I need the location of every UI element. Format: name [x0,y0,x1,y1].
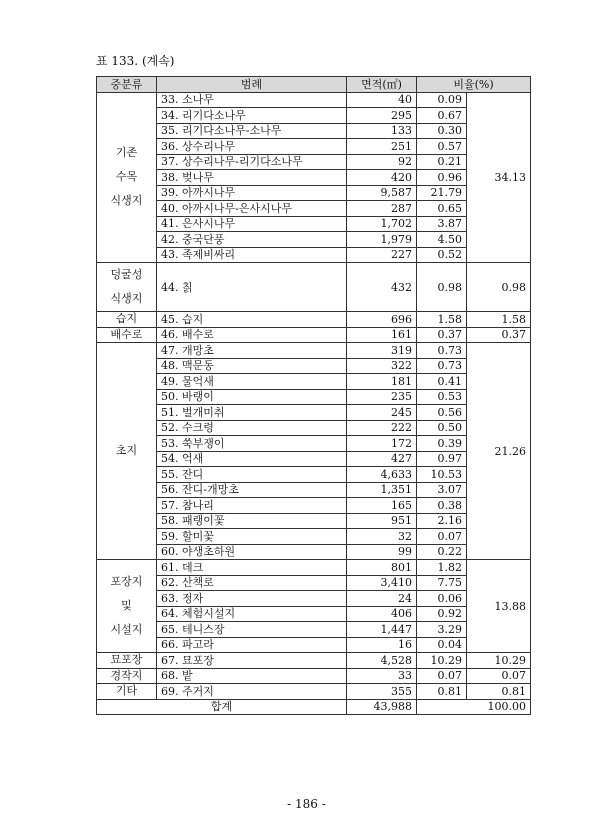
subtotal-cell: 0.98 [467,263,531,312]
table-row [97,201,531,217]
legend-cell: 65. 테니스장 [157,622,347,638]
table-row [97,139,531,155]
table-row [97,374,531,390]
legend-cell: 36. 상수리나무 [157,139,347,155]
area-cell: 40 [347,92,417,108]
header-row [97,77,531,93]
legend-cell: 66. 파고라 [157,637,347,653]
area-cell: 3,410 [347,575,417,591]
area-cell: 406 [347,606,417,622]
area-cell: 4,528 [347,653,417,669]
category-label: 포장지 [110,575,143,588]
legend-cell: 57. 참나리 [157,498,347,514]
table-row [97,327,531,343]
legend-cell: 47. 개망초 [157,343,347,359]
category-label: 덩굴성 [110,268,143,281]
area-cell: 951 [347,513,417,529]
ratio-cell: 0.56 [417,405,467,421]
total-row [97,699,531,715]
ratio-cell: 0.98 [417,263,467,312]
category-label: 식생지 [110,292,143,305]
table-row [97,451,531,467]
table-row [97,622,531,638]
legend-cell: 59. 할미꽃 [157,529,347,545]
category-label: 및 [121,599,132,612]
legend-cell: 33. 소나무 [157,92,347,108]
category-label: 초지 [115,444,138,457]
category-label: 식생지 [110,194,143,208]
table-row [97,653,531,669]
table-row [97,232,531,248]
category-cell [97,560,157,653]
ratio-cell: 0.92 [417,606,467,622]
land-cover-table [96,76,531,715]
table-row [97,216,531,232]
subtotal-cell: 21.26 [467,343,531,560]
category-cell [97,668,157,684]
area-cell: 251 [347,139,417,155]
category-label: 묘포장 [110,653,143,667]
ratio-cell: 10.29 [417,653,467,669]
category-label: 배수로 [110,327,143,341]
legend-cell: 58. 패랭이꽃 [157,513,347,529]
legend-cell: 45. 습지 [157,312,347,328]
ratio-cell: 3.87 [417,216,467,232]
table-row [97,123,531,139]
area-cell: 322 [347,358,417,374]
ratio-cell: 0.65 [417,201,467,217]
table-row [97,343,531,359]
table-row [97,544,531,560]
ratio-cell: 0.06 [417,591,467,607]
ratio-cell: 0.57 [417,139,467,155]
legend-cell: 44. 칡 [157,263,347,312]
legend-cell: 63. 정자 [157,591,347,607]
category-cell [97,327,157,343]
table-row [97,420,531,436]
table-row [97,185,531,201]
legend-cell: 54. 억새 [157,451,347,467]
ratio-cell: 0.30 [417,123,467,139]
area-cell: 420 [347,170,417,186]
legend-cell: 56. 잔디-개망초 [157,482,347,498]
ratio-cell: 0.53 [417,389,467,405]
legend-cell: 68. 밭 [157,668,347,684]
total-label: 합계 [97,699,347,715]
ratio-cell: 0.81 [417,684,467,700]
ratio-cell: 0.09 [417,92,467,108]
table-row [97,436,531,452]
ratio-cell: 0.07 [417,668,467,684]
category-cell [97,92,157,263]
table-row [97,560,531,576]
ratio-cell: 4.50 [417,232,467,248]
area-cell: 235 [347,389,417,405]
area-cell: 355 [347,684,417,700]
legend-cell: 42. 중국단풍 [157,232,347,248]
subtotal-cell: 0.37 [467,327,531,343]
legend-cell: 69. 주거지 [157,684,347,700]
table-row [97,358,531,374]
category-cell [97,684,157,700]
legend-cell: 38. 벚나무 [157,170,347,186]
table-row [97,513,531,529]
area-cell: 161 [347,327,417,343]
area-cell: 9,587 [347,185,417,201]
category-cell [97,263,157,312]
area-cell: 227 [347,247,417,263]
legend-cell: 52. 수크령 [157,420,347,436]
legend-cell: 55. 잔디 [157,467,347,483]
legend-cell: 48. 맥문동 [157,358,347,374]
total-ratio: 100.00 [417,699,531,715]
area-cell: 1,979 [347,232,417,248]
page-number: - 186 - [287,797,326,811]
table-body [97,92,531,699]
category-label: 기타 [115,684,138,698]
ratio-cell: 0.67 [417,108,467,124]
table-row [97,154,531,170]
area-cell: 33 [347,668,417,684]
area-cell: 295 [347,108,417,124]
category-label: 수목 [115,170,138,184]
ratio-cell: 0.39 [417,436,467,452]
legend-cell: 67. 묘포장 [157,653,347,669]
ratio-cell: 0.73 [417,343,467,359]
table-row [97,591,531,607]
legend-cell: 43. 족제비싸리 [157,247,347,263]
ratio-cell: 3.07 [417,482,467,498]
area-cell: 92 [347,154,417,170]
table-row [97,108,531,124]
ratio-cell: 0.21 [417,154,467,170]
legend-cell: 39. 아까시나무 [157,185,347,201]
legend-cell: 34. 리기다소나무 [157,108,347,124]
ratio-cell: 1.82 [417,560,467,576]
area-cell: 696 [347,312,417,328]
legend-cell: 60. 야생초하원 [157,544,347,560]
ratio-cell: 3.29 [417,622,467,638]
ratio-cell: 0.07 [417,529,467,545]
ratio-cell: 0.52 [417,247,467,263]
area-cell: 133 [347,123,417,139]
area-cell: 165 [347,498,417,514]
table-row [97,637,531,653]
category-cell [97,653,157,669]
category-label: 시설지 [110,623,143,636]
subtotal-cell: 0.81 [467,684,531,700]
area-cell: 801 [347,560,417,576]
table-row [97,498,531,514]
category-cell [97,343,157,560]
category-label: 습지 [115,312,138,326]
ratio-cell: 2.16 [417,513,467,529]
table-row [97,405,531,421]
ratio-cell: 0.22 [417,544,467,560]
table-row [97,529,531,545]
area-cell: 245 [347,405,417,421]
area-cell: 99 [347,544,417,560]
table-row [97,606,531,622]
area-cell: 222 [347,420,417,436]
table-row [97,575,531,591]
category-label: 경작지 [110,668,143,682]
ratio-cell: 0.38 [417,498,467,514]
ratio-cell: 0.73 [417,358,467,374]
table-row [97,92,531,108]
ratio-cell: 0.97 [417,451,467,467]
area-cell: 32 [347,529,417,545]
table-row [97,263,531,312]
header-category: 중분류 [97,77,157,93]
legend-cell: 62. 산책로 [157,575,347,591]
area-cell: 432 [347,263,417,312]
legend-cell: 61. 데크 [157,560,347,576]
table-row [97,684,531,700]
area-cell: 1,351 [347,482,417,498]
header-legend: 범례 [157,77,347,93]
area-cell: 287 [347,201,417,217]
total-area: 43,988 [347,699,417,715]
area-cell: 319 [347,343,417,359]
legend-cell: 40. 아까시나무-은사시나무 [157,201,347,217]
subtotal-cell: 13.88 [467,560,531,653]
ratio-cell: 0.50 [417,420,467,436]
table-row [97,389,531,405]
ratio-cell: 10.53 [417,467,467,483]
subtotal-cell: 0.07 [467,668,531,684]
table-caption: 표 133. (계속) [96,54,175,68]
table-row [97,482,531,498]
table-row [97,668,531,684]
area-cell: 1,702 [347,216,417,232]
area-cell: 427 [347,451,417,467]
legend-cell: 51. 벌개미취 [157,405,347,421]
area-cell: 4,633 [347,467,417,483]
table-row [97,467,531,483]
ratio-cell: 0.04 [417,637,467,653]
area-cell: 181 [347,374,417,390]
ratio-cell: 0.37 [417,327,467,343]
area-cell: 1,447 [347,622,417,638]
legend-cell: 46. 배수로 [157,327,347,343]
ratio-cell: 7.75 [417,575,467,591]
subtotal-cell: 1.58 [467,312,531,328]
table-row [97,170,531,186]
area-cell: 24 [347,591,417,607]
header-ratio: 비율(%) [417,77,531,93]
subtotal-cell: 10.29 [467,653,531,669]
ratio-cell: 21.79 [417,185,467,201]
ratio-cell: 0.96 [417,170,467,186]
area-cell: 172 [347,436,417,452]
legend-cell: 37. 상수리나무-리기다소나무 [157,154,347,170]
ratio-cell: 1.58 [417,312,467,328]
legend-cell: 35. 리기다소나무-소나무 [157,123,347,139]
ratio-cell: 0.41 [417,374,467,390]
legend-cell: 64. 체험시설지 [157,606,347,622]
legend-cell: 49. 물억새 [157,374,347,390]
category-label: 기존 [115,146,138,160]
subtotal-cell: 34.13 [467,92,531,263]
table-row [97,312,531,328]
table-row [97,247,531,263]
area-cell: 16 [347,637,417,653]
legend-cell: 50. 바랭이 [157,389,347,405]
category-cell [97,312,157,328]
header-area: 면적(㎡) [347,77,417,93]
legend-cell: 41. 은사시나무 [157,216,347,232]
legend-cell: 53. 쑥부쟁이 [157,436,347,452]
